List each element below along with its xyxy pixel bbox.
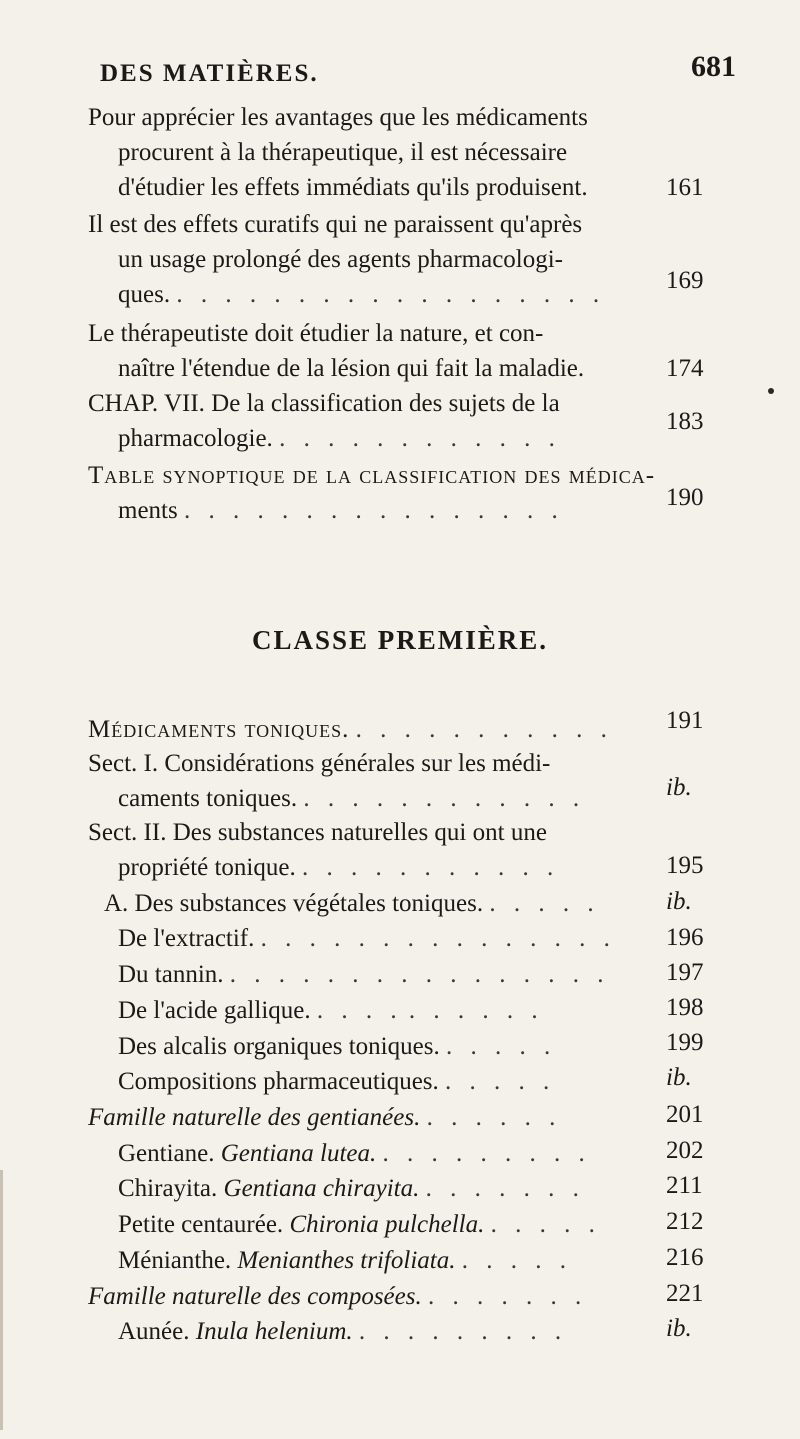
toc-entry-line [88, 421, 648, 456]
toc-entry [88, 458, 656, 528]
toc-entry-text: Famille naturelle des gentianées. [88, 1104, 421, 1131]
leader-dots: . . . . . . . . . . . [301, 854, 560, 881]
toc-entry [118, 1207, 678, 1242]
toc-page-ref: 198 [666, 994, 704, 1021]
toc-entry-text: Famille naturelle des composées. [88, 1283, 422, 1310]
leader-dots: . . . . . . [426, 1104, 562, 1131]
toc-page-ref: ib. [666, 774, 692, 801]
toc-page-ref: 201 [666, 1101, 704, 1128]
toc-entry-line [118, 957, 678, 992]
leader-dots: . . . . . [489, 890, 600, 917]
toc-entry-line [88, 493, 648, 528]
page-edge-shadow [0, 1170, 3, 1430]
toc-page-ref: ib. [666, 1315, 692, 1342]
toc-entry [118, 921, 678, 956]
toc-entry [88, 100, 648, 205]
leader-dots: . . . . . [445, 1033, 557, 1060]
toc-entry-line: CHAP. VII. De la classification des sujets de la [88, 390, 560, 417]
toc-page-ref: 169 [666, 267, 704, 294]
toc-entry [118, 993, 678, 1028]
leader-dots: . . . . . . . . . . . [355, 716, 613, 743]
toc-entry-line [88, 850, 648, 885]
toc-page-ref: 195 [666, 852, 704, 879]
toc-entry-line [118, 1207, 678, 1242]
toc-entry-line: procurent à la thérapeutique, il est nécessaire [118, 139, 568, 166]
toc-page-ref: ib. [666, 1064, 692, 1091]
toc-page-ref: ib. [666, 888, 692, 915]
toc-entry-line [118, 1064, 678, 1099]
toc-entry-line: Il est des effets curatifs qui ne paraissent qu'après [88, 211, 583, 238]
leader-dots: . . . . . . . . . . . . [279, 425, 561, 452]
toc-entry [118, 1064, 678, 1099]
toc-page-ref: 190 [666, 484, 704, 511]
toc-entry-italic: Gentiana lutea. [220, 1140, 377, 1167]
toc-page-ref: 211 [666, 1172, 703, 1199]
toc-page-ref: 174 [666, 355, 704, 382]
leader-dots: . . . . . . . . . . . . . . . . [229, 961, 610, 988]
toc-entry-line: un usage prolongé des agents pharmacologi- [118, 246, 564, 273]
toc-entry-line [88, 277, 648, 312]
leader-dots: . . . . . . . . . . . . . . . [260, 925, 616, 952]
section-title: CLASSE PREMIÈRE. [251, 625, 549, 655]
toc-entry-text: Compositions pharmaceutiques. [118, 1068, 439, 1095]
toc-entry [88, 815, 648, 885]
toc-entry-line: Table synoptique de la classification des médica- [88, 462, 656, 489]
toc-entry-line [88, 781, 648, 816]
toc-entry-line [88, 1279, 648, 1314]
leader-dots: . . . . . [490, 1211, 601, 1238]
toc-entry [118, 1243, 678, 1278]
leader-dots: . . . . . . . . . [358, 1318, 568, 1345]
toc-entry-text: De l'extractif. [118, 925, 255, 952]
toc-entry-line [118, 1136, 678, 1171]
leader-dots: . . . . [316, 997, 403, 1024]
toc-page-ref: 212 [666, 1208, 704, 1235]
leader-dots: . . . . . . . . . . . . [303, 785, 586, 812]
toc-entry-text: ques. [118, 281, 171, 308]
toc-entry-italic: Inula helenium. [195, 1318, 353, 1345]
toc-entry-line [118, 1171, 678, 1206]
leader-dots: . . . . . . [408, 997, 544, 1024]
toc-entry-line [118, 993, 678, 1028]
toc-entry-line: Sect. I. Considérations générales sur les médi- [88, 750, 551, 777]
toc-entry [88, 712, 648, 747]
toc-entry [104, 886, 664, 921]
leader-dots: . . . . . . . [425, 1175, 585, 1202]
toc-entry [118, 1029, 678, 1064]
toc-entry-line: naître l'étendue de la lésion qui fait la maladie. [118, 355, 585, 382]
toc-page-ref: 183 [666, 408, 704, 435]
page-header [0, 50, 800, 100]
toc-entry-text: De l'acide gallique. [118, 997, 311, 1024]
toc-entry-text: propriété tonique. [118, 854, 296, 881]
toc-entry-text: Petite centaurée. [118, 1211, 290, 1238]
toc-page-ref: 202 [666, 1137, 704, 1164]
toc-entry-text: Gentiane. [118, 1140, 221, 1167]
toc-entry-text: caments toniques. [118, 785, 298, 812]
toc-entry-text: Ménianthe. [118, 1247, 238, 1274]
toc-entry-text: Chirayita. [118, 1175, 224, 1202]
toc-entry-line [118, 1243, 678, 1278]
leader-dots: . . . . . [461, 1247, 572, 1274]
toc-entry-text: Aunée. [118, 1318, 196, 1345]
toc-entry-italic: Gentiana chirayita. [223, 1175, 420, 1202]
toc-entry-italic: Chironia pulchella. [289, 1211, 485, 1238]
toc-entry-line: Le thérapeutiste doit étudier la nature, et con- [88, 320, 544, 347]
leader-dots: . . . . . [445, 1068, 556, 1095]
toc-entry [118, 1314, 678, 1349]
toc-page-ref: 197 [666, 959, 704, 986]
toc-entry [88, 207, 648, 312]
toc-entry-text: Des alcalis organiques toniques. [118, 1033, 440, 1060]
toc-entry [118, 1171, 678, 1206]
leader-dots: . . . . . . . [427, 1283, 588, 1310]
toc-page-ref: 216 [666, 1244, 704, 1271]
toc-entry-text: ments [118, 497, 178, 524]
leader-dots: . . . . . . . . . . . . . . . . . . [176, 281, 606, 308]
toc-page-ref: 221 [666, 1280, 704, 1307]
toc-page-ref: 161 [666, 174, 704, 201]
page-number: 681 [691, 50, 736, 83]
toc-page-ref: 199 [666, 1029, 704, 1056]
toc-entry [88, 386, 648, 456]
toc-entry-line [88, 1100, 648, 1135]
toc-entry-line [104, 886, 664, 921]
toc-entry-italic: Menianthes trifoliata. [237, 1247, 456, 1274]
running-title: DES MATIÈRES. [100, 60, 319, 87]
toc-entry-line: Sect. II. Des substances naturelles qui ont une [88, 819, 547, 846]
toc-entry [88, 1279, 648, 1314]
toc-entry [118, 957, 678, 992]
toc-page-ref: 196 [666, 924, 704, 951]
toc-entry [88, 1100, 648, 1135]
toc-entry-line: d'étudier les effets immédiats qu'ils produisent. [118, 174, 588, 201]
toc-entry-line [118, 1029, 678, 1064]
toc-entry [88, 746, 648, 816]
leader-dots: . . . . . . . . . [382, 1140, 591, 1167]
toc-entry-text: Du tannin. [118, 961, 224, 988]
leader-dots: . . . . . . . . . . . . . . . . [183, 497, 564, 524]
toc-entry [118, 1136, 678, 1171]
toc-entry [88, 316, 648, 386]
toc-entry-text: Médicaments toniques. [88, 716, 350, 743]
toc-entry-text: pharmacologie. [118, 425, 273, 452]
ink-dot [768, 388, 774, 394]
toc-entry-text: A. Des substances végétales toniques. [104, 890, 484, 917]
toc-entry-line: Pour apprécier les avantages que les médicaments [88, 104, 588, 131]
toc-entry-line [88, 712, 648, 747]
toc-entry-line [118, 1314, 678, 1349]
toc-page-ref: 191 [666, 707, 704, 734]
toc-entry-line [118, 921, 678, 956]
